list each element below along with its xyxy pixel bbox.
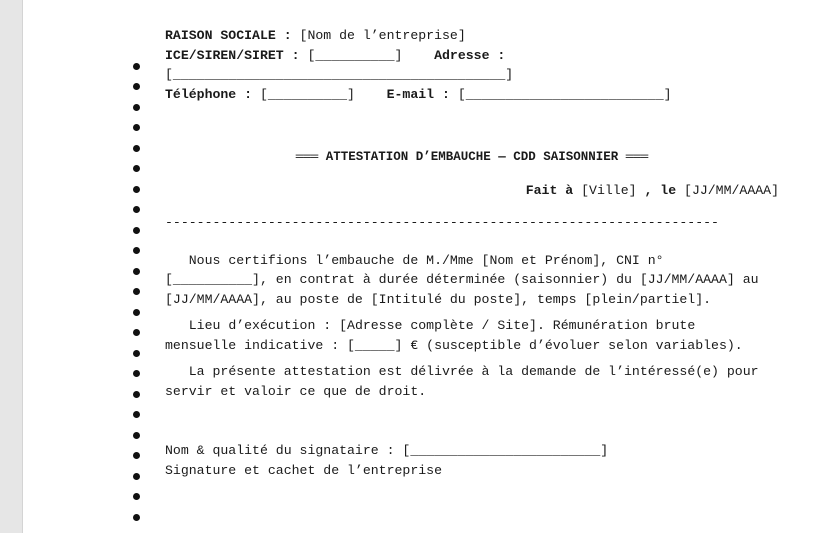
email-value: [_________________________] — [457, 86, 672, 102]
bullet-dot — [133, 186, 140, 193]
bullet-dot — [133, 63, 140, 70]
attestation-document — [165, 26, 795, 480]
separator-line: ---------------------------------------------------------------------- — [165, 215, 719, 230]
bullet-dot — [133, 370, 140, 377]
bullet-dot — [133, 473, 140, 480]
bullet-dot — [133, 227, 140, 234]
contact-line — [165, 85, 795, 105]
fait-label: Fait à — [525, 182, 574, 198]
bullet-dot — [133, 288, 140, 295]
bullet-dot — [133, 411, 140, 418]
signataire-label: Nom & qualité du signataire : — [165, 443, 395, 458]
raison-sociale-value: [Nom de l’entreprise] — [299, 28, 466, 43]
adresse-label: Adresse : — [434, 47, 506, 63]
document-title: ═══ ATTESTATION D’EMBAUCHE — CDD SAISONNIER ═══ — [295, 150, 649, 164]
bullet-dot — [133, 493, 140, 500]
telephone-label: Téléphone : — [165, 86, 253, 102]
bullet-dot — [133, 514, 140, 521]
telephone-value: [__________] — [259, 86, 355, 102]
bullet-dot — [133, 268, 140, 275]
ville-value: [Ville] — [581, 182, 637, 198]
bullet-dot — [133, 206, 140, 213]
bullet-dot — [133, 83, 140, 90]
raison-sociale-line — [165, 26, 795, 46]
bullet-dot — [133, 309, 140, 316]
bullet-dot — [133, 432, 140, 439]
bullet-dot — [133, 104, 140, 111]
email-label: E-mail : — [386, 86, 450, 102]
bullet-dot — [133, 391, 140, 398]
place-date-line — [165, 181, 779, 201]
bullet-dot — [133, 247, 140, 254]
signature-cachet-label: Signature et cachet de l’entreprise — [165, 462, 442, 478]
ice-label: ICE/SIREN/SIRET : — [165, 47, 300, 63]
bullet-margin — [133, 0, 145, 533]
bullet-dot — [133, 145, 140, 152]
bullet-dot — [133, 165, 140, 172]
signataire-line — [165, 441, 795, 461]
bullet-dot — [133, 350, 140, 357]
bullet-dot — [133, 124, 140, 131]
bullet-dot — [133, 452, 140, 459]
bullet-dot — [133, 329, 140, 336]
date-value: [JJ/MM/AAAA] — [684, 182, 779, 198]
left-margin-gutter — [0, 0, 23, 533]
adresse-value: [__________________________________________] — [165, 67, 514, 82]
ice-value: [__________] — [307, 47, 403, 63]
le-label: , le — [644, 182, 677, 198]
paragraph-delivrance: La présente attestation est délivrée à la demande de l’intéressé(e) pour servir et valoir ce que de droit. — [165, 364, 767, 399]
ice-adresse-line — [165, 46, 795, 66]
paragraph-embauche: Nous certifions l’embauche de M./Mme [Nom et Prénom], CNI n° [__________], en contrat à durée déterminée (saisonnier) du [JJ/MM/AAAA] au [JJ/MM/AAAA], au poste de [Intitulé du poste], temps [plein/partiel]. — [165, 252, 767, 307]
adresse-value-line — [165, 65, 795, 85]
raison-sociale-label: RAISON SOCIALE : — [165, 28, 292, 43]
paragraph-lieu-remuneration: Lieu d’exécution : [Adresse complète / Site]. Rémunération brute mensuelle indicative : [_____] € (susceptible d’évoluer selon variables). — [165, 318, 743, 353]
signataire-value: [________________________] — [402, 443, 609, 458]
